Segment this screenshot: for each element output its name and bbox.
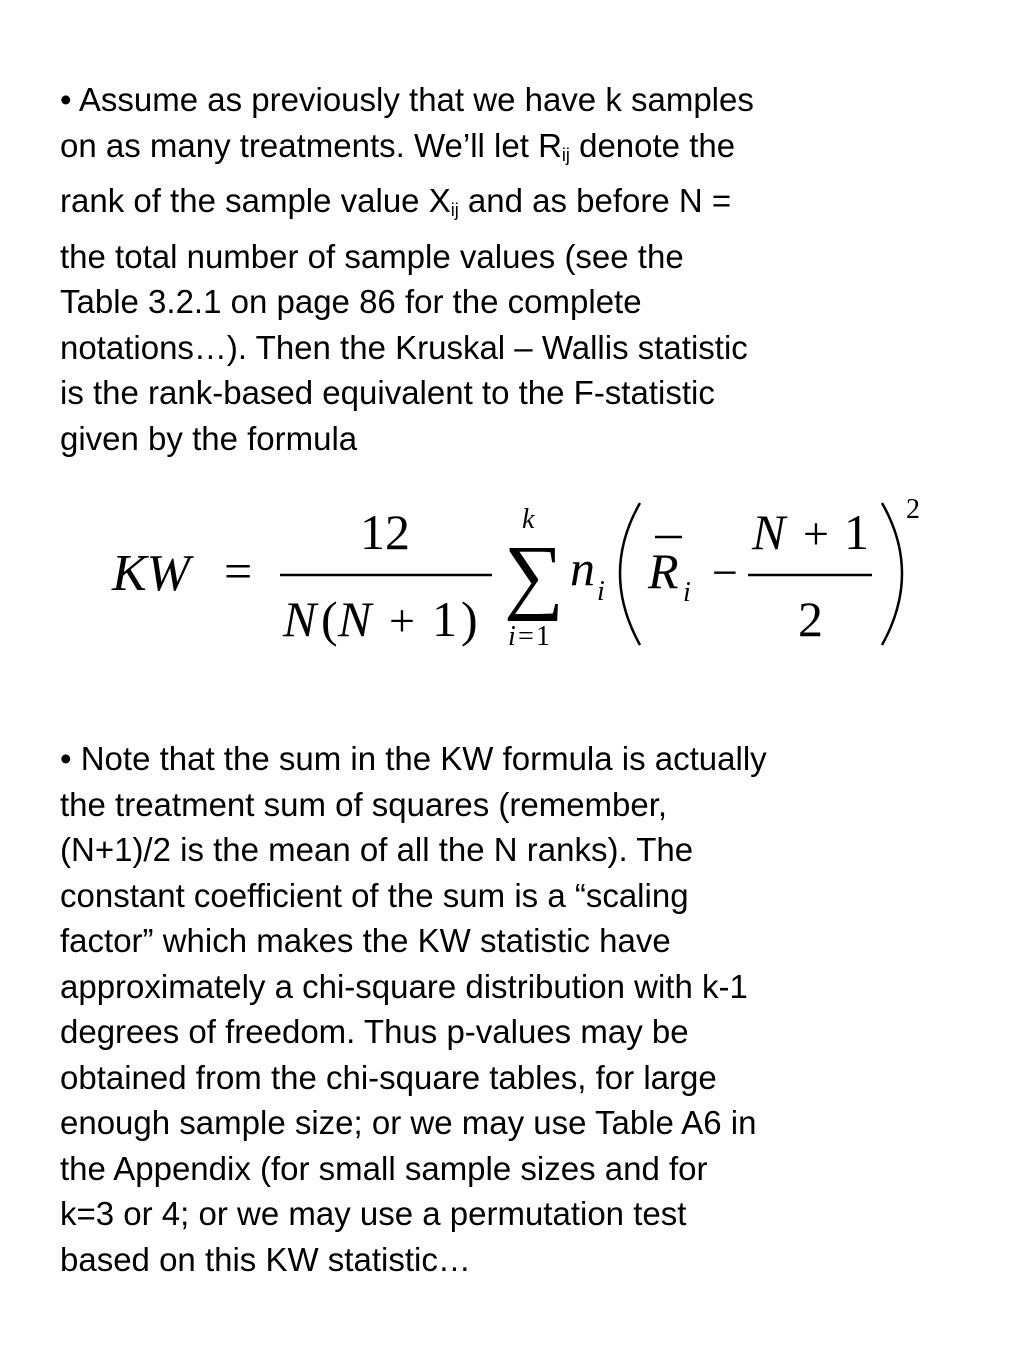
inner-plus: + <box>803 508 829 559</box>
text-line: obtained from the chi-square tables, for large <box>60 1058 717 1096</box>
exponent: 2 <box>906 494 920 525</box>
kruskal-wallis-formula <box>100 485 940 660</box>
text-line: enough sample size; or we may use Table A6 in <box>60 1104 757 1141</box>
denominator-n: N <box>283 591 317 647</box>
text-line: (N+1)/2 is the mean of all the N ranks). The <box>60 831 694 868</box>
text-run: on as many treatments. We’ll let R <box>60 126 562 164</box>
equals-sign: = <box>224 543 253 599</box>
n-symbol: n <box>570 540 595 596</box>
text-line <box>60 123 920 179</box>
intro-paragraph <box>60 77 920 461</box>
left-big-paren <box>620 503 640 645</box>
text-line: based on this KW statistic… <box>60 1240 471 1278</box>
minus-sign: − <box>712 547 738 598</box>
n-subscript: i <box>597 576 605 607</box>
text-line <box>60 178 920 234</box>
text-line: degrees of freedom. Thus p-values may be <box>60 1013 689 1050</box>
text-run: rank of the sample value X <box>60 182 451 219</box>
text-line: factor” which makes the KW statistic have <box>60 922 671 959</box>
text-line: • Assume as previously that we have k samples <box>60 81 754 118</box>
fraction-numerator: 12 <box>360 504 410 560</box>
sum-upper-limit: k <box>522 504 535 535</box>
text-run: denote the <box>569 126 736 164</box>
inner-denominator: 2 <box>798 591 823 647</box>
text-line: the total number of sample values (see the <box>60 237 684 275</box>
denominator-n: N <box>338 591 372 647</box>
note-paragraph <box>60 736 920 1282</box>
formula-lhs: KW <box>112 545 190 602</box>
right-big-paren <box>882 503 902 645</box>
text-line: the treatment sum of squares (remember, <box>60 785 668 823</box>
inner-numerator-n: N <box>752 504 786 560</box>
text-line: notations…). Then the Kruskal – Wallis statistic <box>60 328 748 366</box>
denominator-one: 1 <box>432 591 457 647</box>
sum-lower-one: 1 <box>536 621 550 652</box>
inner-numerator-one: 1 <box>844 504 869 560</box>
text-line: constant coefficient of the sum is a “scaling <box>60 876 689 914</box>
subscript: ij <box>561 144 570 165</box>
summation-sign: ∑ <box>504 529 564 622</box>
text-line: approximately a chi-square distribution with k-1 <box>60 967 748 1005</box>
sum-lower-index: i <box>508 621 516 652</box>
denominator-plus: + <box>389 595 415 646</box>
text-line: • Note that the sum in the KW formula is actually <box>60 740 767 777</box>
text-line: k=3 or 4; or we may use a permutation test <box>60 1195 687 1232</box>
subscript: ij <box>450 200 459 220</box>
r-symbol: R <box>648 543 679 599</box>
denominator-paren: ) <box>461 591 478 647</box>
r-subscript: i <box>683 577 691 608</box>
text-run: and as before N = <box>458 182 732 219</box>
text-line: is the rank-based equivalent to the F-statistic <box>60 374 715 411</box>
denominator-paren: ( <box>321 591 338 647</box>
text-line: given by the formula <box>60 419 358 457</box>
text-line: Table 3.2.1 on page 86 for the complete <box>60 283 642 320</box>
text-line: the Appendix (for small sample sizes and for <box>60 1149 708 1187</box>
sum-lower-equals: = <box>518 621 534 652</box>
